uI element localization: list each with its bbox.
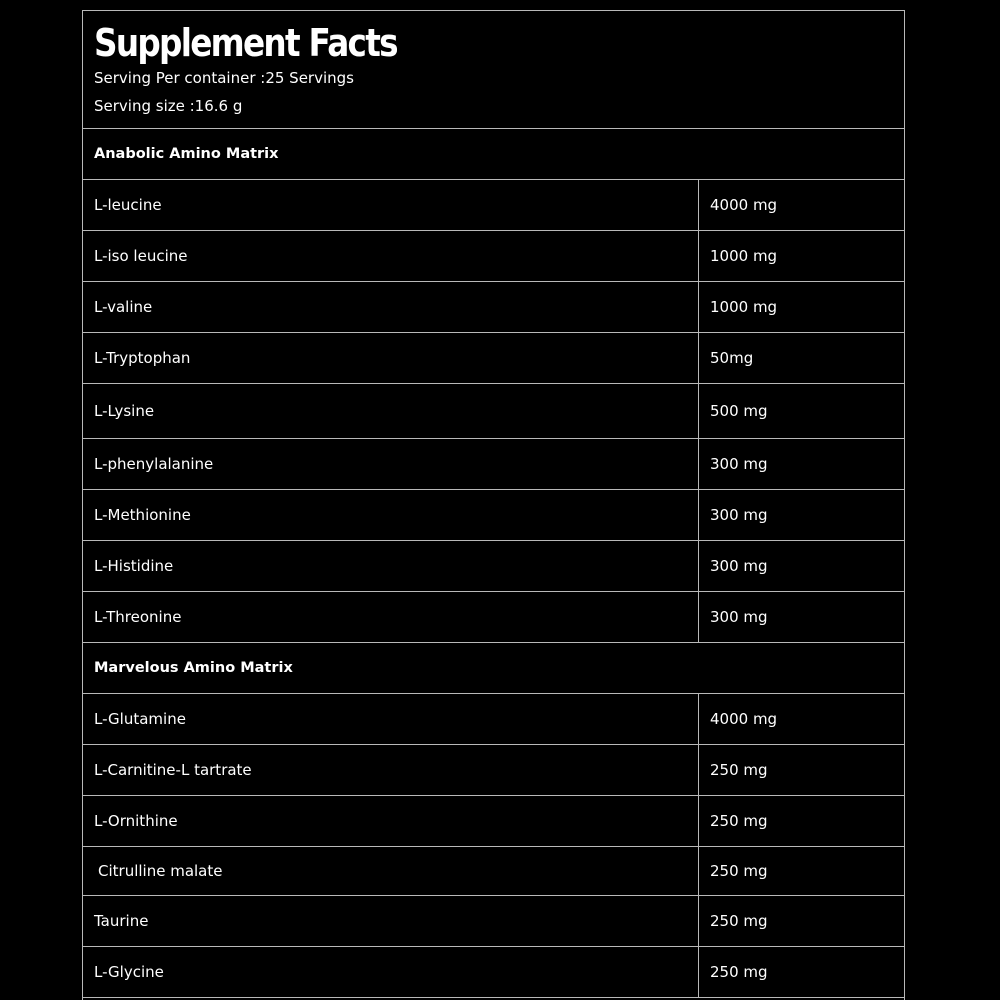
table-row: [83, 490, 904, 541]
ingredient-name: L-Histidine: [83, 541, 699, 591]
table-row: [83, 282, 904, 333]
ingredient-amount: 250 mg: [710, 963, 768, 981]
ingredient-name: L-Glutamine: [83, 694, 699, 744]
table-row: [83, 694, 904, 745]
ingredient-amount: 300 mg: [710, 455, 768, 473]
table-row: [83, 847, 904, 896]
ingredient-amount: 250 mg: [710, 862, 768, 880]
ingredient-amount: 250 mg: [710, 912, 768, 930]
ingredient-amount: 250 mg: [710, 761, 768, 779]
ingredient-amount: 250 mg: [710, 812, 768, 830]
ingredient-name: L-leucine: [83, 180, 699, 230]
supplement-facts-table: [82, 10, 905, 1000]
ingredient-name: L-iso leucine: [83, 231, 699, 281]
table-row: [83, 796, 904, 847]
ingredient-name: Citrulline malate: [83, 847, 699, 895]
facts-header: [83, 11, 904, 129]
table-row: [83, 541, 904, 592]
ingredient-name: L-valine: [83, 282, 699, 332]
ingredient-amount: 1000 mg: [710, 298, 778, 316]
ingredient-name: L-Threonine: [83, 592, 699, 642]
ingredient-name: L-Glycine: [83, 947, 699, 997]
section-heading-anabolic: Anabolic Amino Matrix: [83, 129, 904, 180]
ingredient-name: Taurine: [83, 896, 699, 946]
ingredient-name: L-Tryptophan: [83, 333, 699, 383]
servings-per-container: Serving Per container :25 Servings: [94, 69, 354, 87]
table-row: [83, 384, 904, 439]
page-title: Supplement Facts: [94, 21, 397, 65]
ingredient-amount: 50mg: [710, 349, 754, 367]
table-row: [83, 896, 904, 947]
table-row: [83, 439, 904, 490]
ingredient-amount: 4000 mg: [710, 196, 778, 214]
ingredient-amount: 4000 mg: [710, 710, 778, 728]
table-row: [83, 231, 904, 282]
table-row: [83, 333, 904, 384]
section-heading-marvelous: Marvelous Amino Matrix: [83, 643, 904, 694]
ingredient-name: L-Ornithine: [83, 796, 699, 846]
ingredient-amount: 500 mg: [710, 402, 768, 420]
ingredient-amount: 300 mg: [710, 557, 768, 575]
ingredient-amount: 1000 mg: [710, 247, 778, 265]
table-row: [83, 947, 904, 998]
table-row: [83, 592, 904, 643]
serving-size: Serving size :16.6 g: [94, 97, 243, 115]
ingredient-amount: 300 mg: [710, 506, 768, 524]
table-row: [83, 745, 904, 796]
ingredient-name: L-Methionine: [83, 490, 699, 540]
ingredient-amount: 300 mg: [710, 608, 768, 626]
ingredient-name: L-phenylalanine: [83, 439, 699, 489]
ingredient-name: L-Lysine: [83, 384, 699, 438]
table-row: [83, 180, 904, 231]
ingredient-name: L-Carnitine-L tartrate: [83, 745, 699, 795]
